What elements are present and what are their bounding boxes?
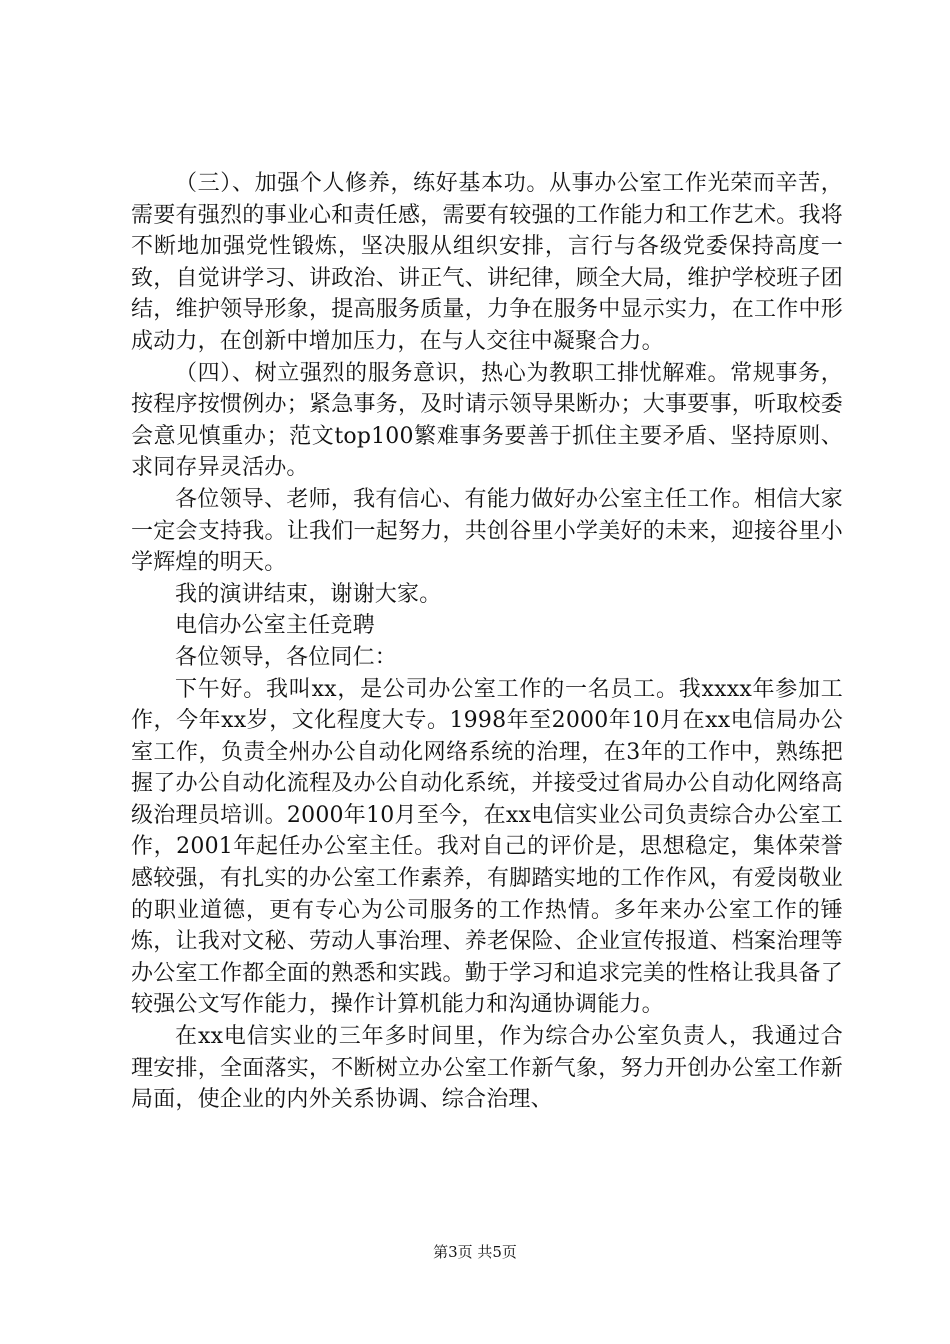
paragraph-strengthen-self-cultivation: （三）、加强个人修养，练好基本功。从事办公室工作光荣而辛苦，需要有强烈的事业心和责任感，需要有较强的工作能力和工作艺术。我将不断地加强党性锻炼，坚决服从组织安排，言行与各级党委保持高度一致，自觉讲学习、讲政治、讲正气、讲纪律，顾全大局，维护学校班子团结，维护领导形象，提高服务质量，力争在服务中显示实力，在工作中形成动力，在创新中增加压力，在与人交往中凝聚合力。 xyxy=(131,171,843,354)
paragraph-speech-ending: 我的演讲结束，谢谢大家。 xyxy=(175,581,442,607)
section-heading-telecom-director: 电信办公室主任竞聘 xyxy=(175,613,375,639)
paragraph-service-awareness: （四）、树立强烈的服务意识，热心为教职工排忧解难。常规事务，按程序按惯例办；紧急事务，及时请示领导果断办；大事要事，听取校委会意见慎重办；范文top100繁难事务要善于抓住主要矛盾、坚持原则、求同存异灵活办。 xyxy=(131,360,843,481)
paragraph-work-experience: 在xx电信实业的三年多时间里，作为综合办公室负责人，我通过合理安排，全面落实，不断树立办公室工作新气象，努力开创办公室工作新局面，使企业的内外关系协调、综合治理、 xyxy=(131,1024,843,1113)
paragraph-confidence-statement: 各位领导、老师，我有信心、有能力做好办公室主任工作。相信大家一定会支持我。让我们一起努力，共创谷里小学美好的未来，迎接谷里小学辉煌的明天。 xyxy=(131,486,843,576)
salutation: 各位领导，各位同仁： xyxy=(175,644,398,670)
paragraph-self-introduction: 下午好。我叫xx，是公司办公室工作的一名员工。我xxxx年参加工作，今年xx岁，文化程度大专。1998年至2000年10月在xx电信局办公室工作，负责全州办公自动化网络系统的治理，在3年的工作中，熟练把握了办公自动化流程及办公自动化系统，并接受过省局办公自动化网络高级治理员培训。2000年10月至今，在xx电信实业公司负责综合办公室工作，2001年起任办公室主任。我对自己的评价是，思想稳定，集体荣誉感较强，有扎实的办公室工作素养，有脚踏实地的工作作风，有爱岗敬业的职业道德，更有专心为公司服务的工作热情。多年来办公室工作的锤炼，让我对文秘、劳动人事治理、养老保险、企业宣传报道、档案治理等办公室工作都全面的熟悉和实践。勤于学习和追求完美的性格让我具备了较强公文写作能力，操作计算机能力和沟通协调能力。 xyxy=(131,676,843,1018)
page-number-footer: 第3页 共5页 xyxy=(433,1243,517,1261)
document-body xyxy=(131,168,843,1116)
